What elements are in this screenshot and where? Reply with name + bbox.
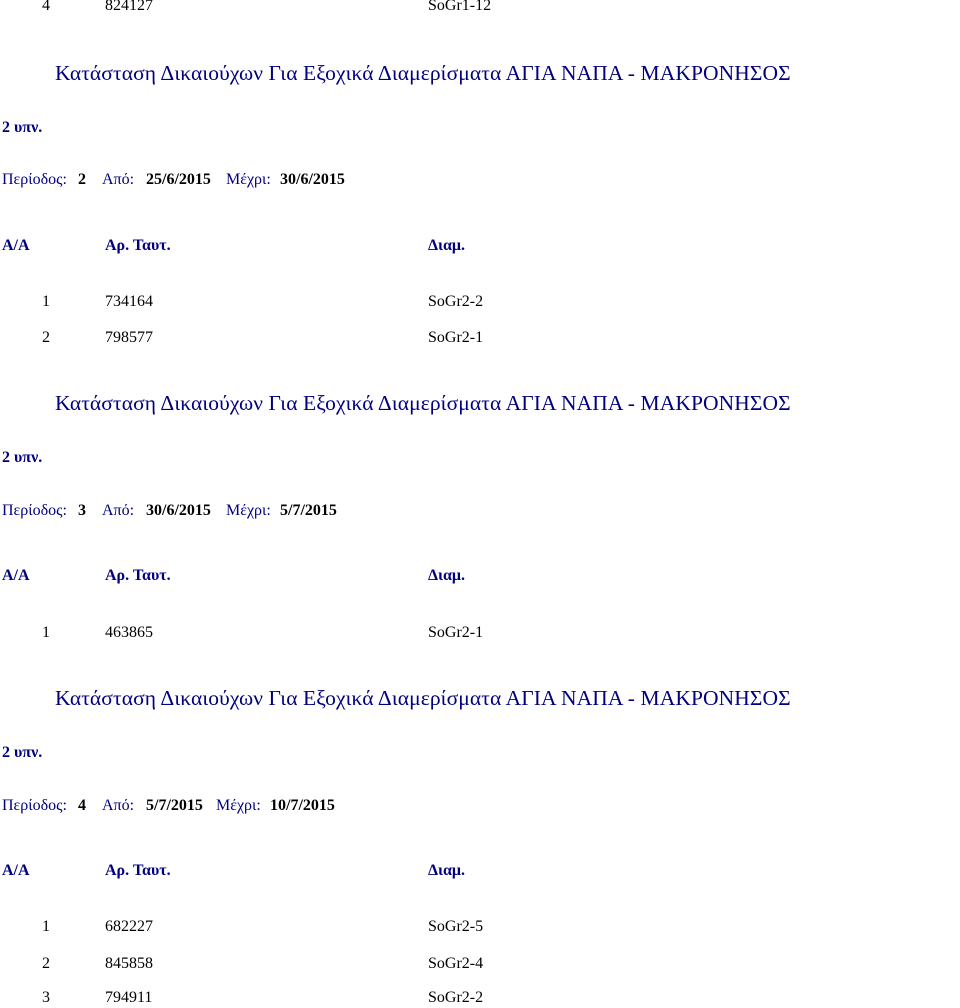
period-label: Περίοδος: (2, 171, 67, 188)
from-label: Από: (102, 502, 135, 519)
table-row-id: 798577 (105, 329, 153, 346)
header-id: Αρ. Ταυτ. (105, 567, 171, 584)
to-value: 10/7/2015 (270, 797, 335, 814)
period-value: 3 (78, 502, 86, 519)
from-value: 5/7/2015 (146, 797, 203, 814)
table-row-id: 682227 (105, 918, 153, 935)
to-label: Μέχρι: (216, 797, 261, 814)
to-value: 5/7/2015 (280, 502, 337, 519)
top-row-aa: 4 (42, 0, 50, 14)
period-value: 2 (78, 171, 86, 188)
header-diam: Διαμ. (428, 567, 465, 584)
section-title: Κατάσταση Δικαιούχων Για Εξοχικά Διαμερίσματα ΑΓΙΑ ΝΑΠΑ - ΜΑΚΡΟΝΗΣΟΣ (55, 391, 791, 415)
header-aa: Α/Α (2, 567, 30, 584)
to-label: Μέχρι: (226, 171, 271, 188)
table-row-id: 463865 (105, 624, 153, 641)
table-row-aa: 1 (42, 293, 50, 310)
to-label: Μέχρι: (226, 502, 271, 519)
header-diam: Διαμ. (428, 237, 465, 254)
table-row-aa: 2 (42, 955, 50, 972)
table-row-id: 734164 (105, 293, 153, 310)
top-row-diam: SoGr1-12 (428, 0, 492, 14)
header-id: Αρ. Ταυτ. (105, 862, 171, 879)
table-row-diam: SoGr2-2 (428, 293, 484, 310)
table-row-id: 845858 (105, 955, 153, 972)
period-value: 4 (78, 797, 86, 814)
from-value: 30/6/2015 (146, 502, 211, 519)
table-row-diam: SoGr2-2 (428, 989, 484, 1006)
table-row-diam: SoGr2-1 (428, 329, 484, 346)
table-row-aa: 3 (42, 989, 50, 1006)
section-subtitle: 2 υπν. (2, 449, 43, 466)
from-value: 25/6/2015 (146, 171, 211, 188)
section-subtitle: 2 υπν. (2, 744, 43, 761)
table-row-diam: SoGr2-5 (428, 918, 484, 935)
table-row-diam: SoGr2-4 (428, 955, 484, 972)
header-diam: Διαμ. (428, 862, 465, 879)
table-row-aa: 2 (42, 329, 50, 346)
to-value: 30/6/2015 (280, 171, 345, 188)
period-label: Περίοδος: (2, 502, 67, 519)
section-subtitle: 2 υπν. (2, 119, 43, 136)
from-label: Από: (102, 797, 135, 814)
header-aa: Α/Α (2, 237, 30, 254)
table-row-id: 794911 (105, 989, 153, 1006)
from-label: Από: (102, 171, 135, 188)
table-row-diam: SoGr2-1 (428, 624, 484, 641)
header-id: Αρ. Ταυτ. (105, 237, 171, 254)
table-row-aa: 1 (42, 624, 50, 641)
section-title: Κατάσταση Δικαιούχων Για Εξοχικά Διαμερίσματα ΑΓΙΑ ΝΑΠΑ - ΜΑΚΡΟΝΗΣΟΣ (55, 61, 791, 85)
table-row-aa: 1 (42, 918, 50, 935)
top-row-id: 824127 (105, 0, 153, 14)
header-aa: Α/Α (2, 862, 30, 879)
section-title: Κατάσταση Δικαιούχων Για Εξοχικά Διαμερίσματα ΑΓΙΑ ΝΑΠΑ - ΜΑΚΡΟΝΗΣΟΣ (55, 686, 791, 710)
period-label: Περίοδος: (2, 797, 67, 814)
